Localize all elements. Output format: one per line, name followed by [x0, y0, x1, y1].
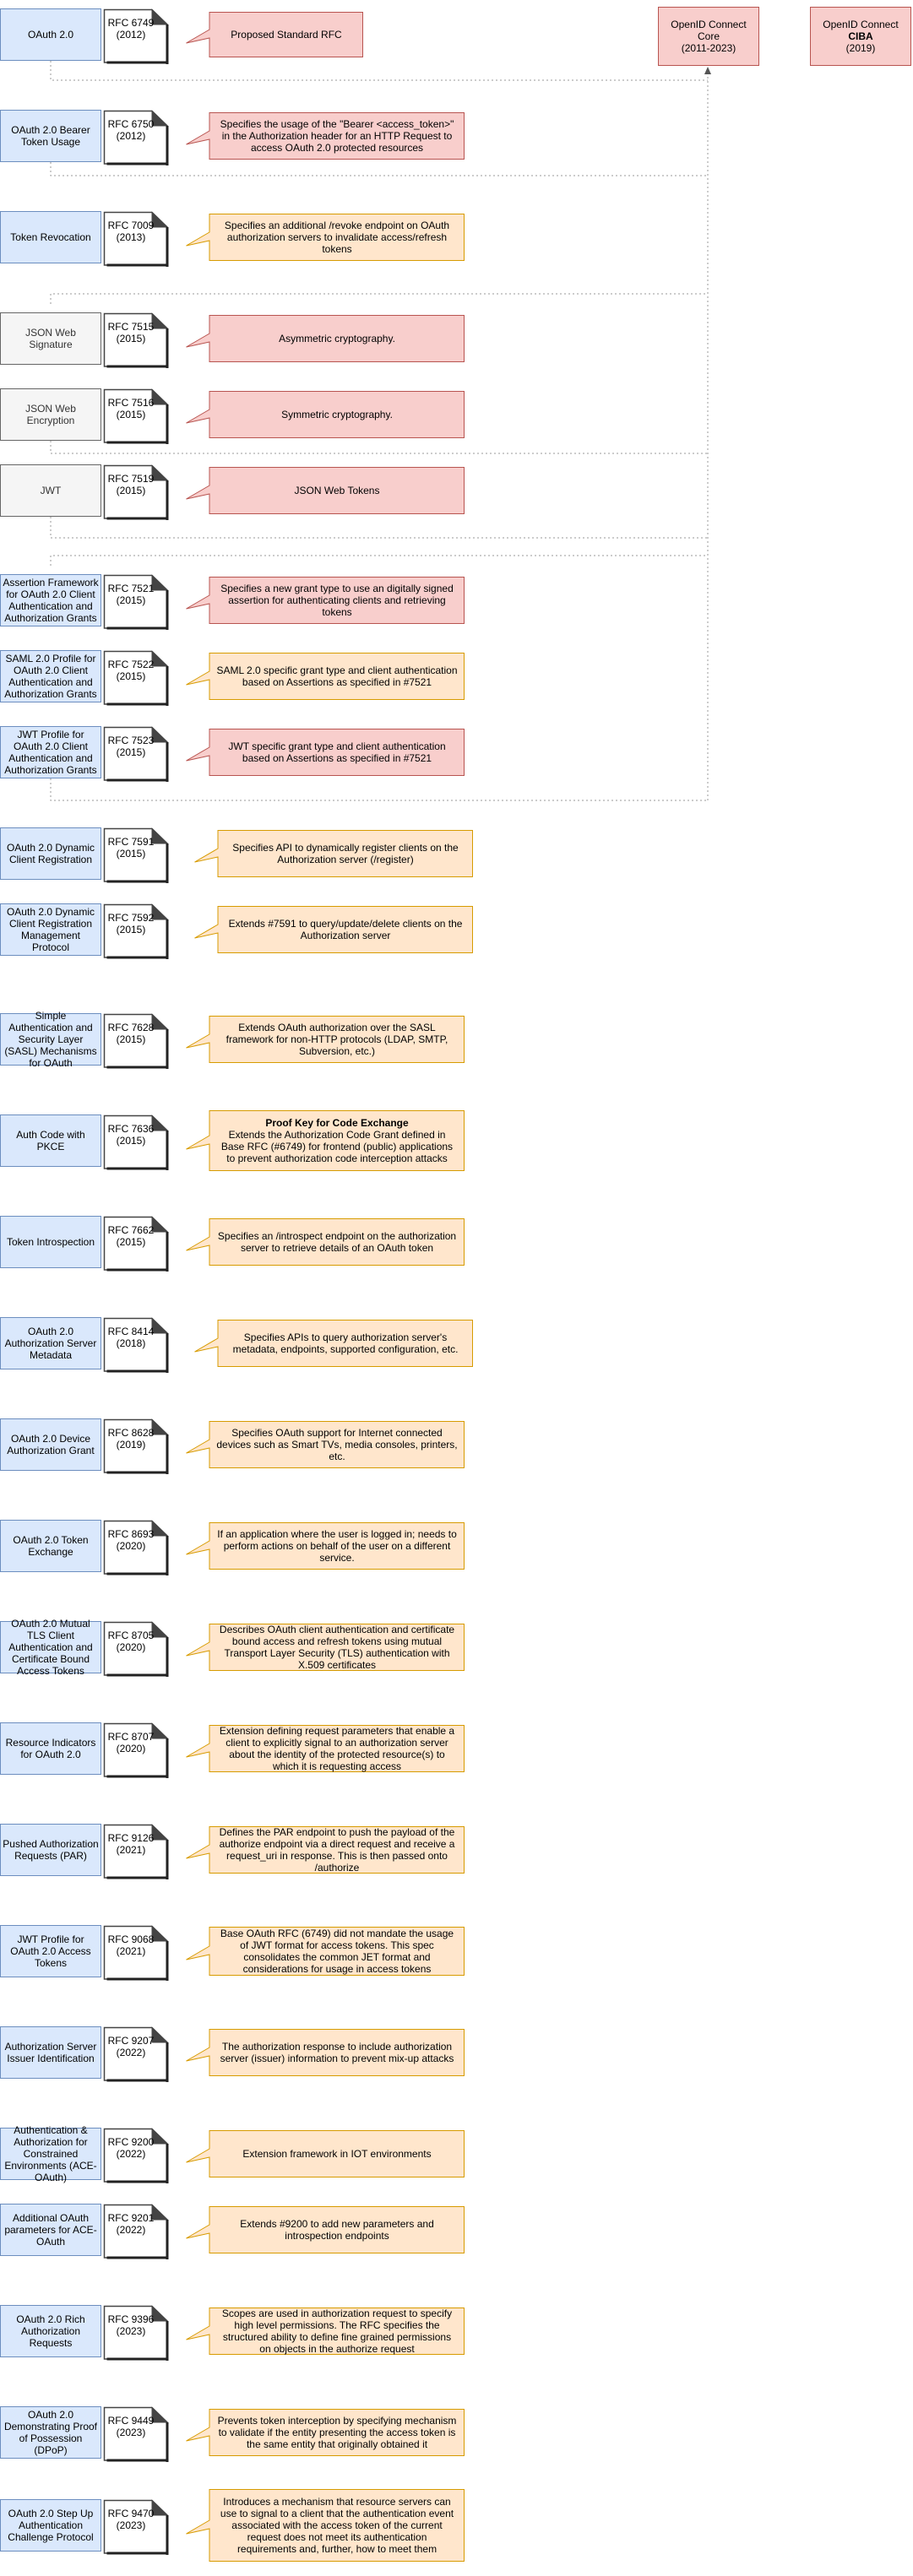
spec-name: OAuth 2.0 Mutual TLS Client Authentication and Certificate Bound Access Tokens [8, 1618, 93, 1677]
description-body: Specifies the usage of the "Bearer <access_token>" in the Authorization header for an HTTP Request to access OAuth 2.0 protected resources [220, 118, 454, 154]
rfc-number-text [106, 2415, 155, 2438]
description-text [209, 2130, 465, 2177]
description-body: Extends the Authorization Code Grant defined in Base RFC (#6749) for frontend (public) applications to prevent authorization code interception attacks [220, 1129, 454, 1164]
spec-name: OAuth 2.0 Device Authorization Grant [7, 1433, 95, 1456]
spec-name: JWT Profile for OAuth 2.0 Client Authentication and Authorization Grants [4, 729, 97, 776]
rfc-document-box [103, 1722, 167, 1775]
description-body: Symmetric cryptography. [281, 409, 393, 420]
description-text [209, 2308, 465, 2355]
description-text [209, 1725, 465, 1772]
spec-name-box [0, 2305, 101, 2357]
rfc-document-box [103, 2499, 167, 2552]
rfc-year: (2022) [116, 2047, 146, 2058]
rfc-year: (2015) [116, 594, 146, 606]
rfc-document-box [103, 574, 167, 626]
description-body: JSON Web Tokens [294, 485, 380, 496]
rfc-number: RFC 9396 [107, 2313, 155, 2325]
description-text [209, 315, 465, 362]
rfc-year: (2021) [116, 1844, 146, 1856]
rfc-number: RFC 6750 [107, 118, 155, 130]
openid-core-line2: Core [697, 30, 720, 42]
description-text [209, 391, 465, 438]
rfc-number-text [106, 2212, 155, 2236]
description-callout [186, 1522, 465, 1570]
rfc-document-box [103, 650, 167, 702]
description-callout [186, 577, 465, 624]
description-text [209, 1927, 465, 1976]
description-text [209, 1016, 465, 1063]
spec-name: Auth Code with PKCE [16, 1129, 85, 1152]
description-callout [186, 1725, 465, 1772]
description-text [209, 214, 465, 261]
spec-name: Simple Authentication and Security Layer (SASL) Mechanisms for OAuth [4, 1010, 97, 1069]
openid-ciba-line2: CIBA [848, 30, 873, 42]
description-body: Specifies an additional /revoke endpoint on OAuth authorization servers to invalidate access/refresh tokens [224, 220, 450, 255]
rfc-document-box [103, 312, 167, 365]
rfc-number: RFC 9201 [107, 2212, 155, 2224]
spec-name-box [0, 388, 101, 441]
rfc-number-text [106, 1933, 155, 1957]
description-text [209, 1624, 465, 1671]
spec-name-box [0, 1925, 101, 1977]
spec-name: OAuth 2.0 Authorization Server Metadata [4, 1326, 97, 1361]
description-callout [194, 906, 473, 953]
rfc-number: RFC 7519 [107, 473, 155, 485]
spec-name-box [0, 1520, 101, 1572]
openid-connect-core-box [658, 7, 759, 66]
description-callout [186, 1826, 465, 1874]
description-body: Specifies API to dynamically register clients on the Authorization server (/register) [232, 842, 459, 865]
rfc-number: RFC 7592 [107, 912, 155, 924]
description-callout [186, 1421, 465, 1468]
spec-name-box [0, 827, 101, 880]
rfc-number-text [106, 1326, 155, 1349]
description-body: Specifies a new grant type to use an digitally signed assertion for authenticating clients and retrieving tokens [220, 583, 454, 618]
rfc-number: RFC 8707 [107, 1731, 155, 1743]
rfc-number: RFC 7662 [107, 1224, 155, 1236]
spec-name-box [0, 1114, 101, 1167]
spec-name-box [0, 8, 101, 61]
rfc-number: RFC 7516 [107, 397, 155, 409]
description-callout [186, 1624, 465, 1671]
rfc-document-box [103, 1114, 167, 1167]
spec-name-box [0, 2499, 101, 2552]
spec-name-box [0, 2124, 101, 2183]
description-body: Specifies APIs to query authorization server's metadata, endpoints, supported configuration, etc. [232, 1331, 459, 1355]
description-callout [186, 2029, 465, 2076]
spec-name: Assertion Framework for OAuth 2.0 Client Authentication and Authorization Grants [3, 577, 99, 624]
rfc-number: RFC 8705 [107, 1630, 155, 1641]
spec-name: JSON Web Signature [25, 327, 76, 350]
connector-rfc7515 [51, 294, 708, 304]
description-text [209, 1218, 465, 1266]
spec-name-box [0, 2204, 101, 2256]
rfc-number-text [106, 118, 155, 142]
description-body: Specifies an /introspect endpoint on the authorization server to retrieve details of an OAuth token [217, 1230, 457, 1254]
rfc-document-box [103, 388, 167, 441]
description-text [209, 577, 465, 624]
rfc-year: (2018) [116, 1337, 146, 1349]
rfc-year: (2023) [116, 2519, 146, 2531]
description-body: Extension defining request parameters that enable a client to explicitly signal to an authorization server about the identity of the protected resource(s) to which it is requesting access [219, 1725, 455, 1772]
rfc-number: RFC 7009 [107, 220, 155, 231]
spec-name: OAuth 2.0 [27, 29, 74, 41]
rfc-number-text [106, 2313, 155, 2337]
rfc-number-text [106, 583, 155, 606]
rfc-document-box [103, 110, 167, 162]
description-text [209, 112, 465, 160]
rfc-number: RFC 7591 [107, 836, 155, 848]
spec-name: Additional OAuth parameters for ACE-OAuth [4, 2212, 97, 2248]
rfc-number-text [106, 2508, 155, 2531]
rfc-number: RFC 7628 [107, 1022, 155, 1033]
rfc-number: RFC 7636 [107, 1123, 155, 1135]
spec-name-box [0, 1216, 101, 1268]
rfc-number: RFC 9068 [107, 1933, 155, 1945]
rfc-number: RFC 8628 [107, 1427, 155, 1439]
rfc-year: (2015) [116, 485, 146, 496]
description-callout [186, 2130, 465, 2177]
rfc-number-text [106, 473, 155, 496]
description-body: Asymmetric cryptography. [279, 333, 395, 344]
rfc-number: RFC 9207 [107, 2035, 155, 2047]
rfc-document-box [103, 1418, 167, 1471]
description-body: Extends #7591 to query/update/delete clients on the Authorization server [228, 918, 463, 941]
spec-name: OAuth 2.0 Bearer Token Usage [11, 124, 90, 148]
rfc-document-box [103, 2128, 167, 2180]
description-callout [194, 1320, 473, 1367]
openid-core-line3: (2011-2023) [681, 42, 736, 54]
spec-name: OAuth 2.0 Demonstrating Proof of Possession (DPoP) [3, 2409, 98, 2456]
description-callout [186, 1110, 465, 1171]
description-body: Scopes are used in authorization request to specify high level permissions. The RFC specifies the structured ability to define fine grained permissions on objects in the authorize request [221, 2308, 453, 2355]
description-callout [186, 315, 465, 362]
rfc-number: RFC 8693 [107, 1528, 155, 1540]
description-callout [186, 2409, 465, 2456]
rfc-number-text [106, 1528, 155, 1552]
rfc-document-box [103, 2204, 167, 2256]
spec-name: OAuth 2.0 Dynamic Client Registration Management Protocol [6, 906, 95, 953]
description-text [209, 1522, 465, 1570]
description-body: Introduces a mechanism that resource servers can use to signal to a client that the authentication event associated with the access token of the current request does not meet its authentication requirements and, further, how to meet them [220, 2496, 454, 2555]
spec-name: JSON Web Encryption [25, 403, 76, 426]
description-text [209, 2409, 465, 2456]
description-body: Prevents token interception by specifying mechanism to validate if the entity presenting the access token is the same entity that originally obtained it [217, 2415, 457, 2450]
description-text [209, 2029, 465, 2076]
description-text [218, 830, 473, 877]
description-body: Extends OAuth authorization over the SASL framework for non-HTTP protocols (LDAP, SMTP, Subversion, etc.) [226, 1022, 448, 1057]
description-text [209, 2489, 465, 2562]
spec-name-box [0, 1010, 101, 1069]
description-body: Defines the PAR endpoint to push the payload of the authorize endpoint via a direct request and receive a request_uri in response. This is then passed onto /authorize [219, 1826, 455, 1874]
rfc-year: (2012) [116, 29, 146, 41]
spec-name-box [0, 1824, 101, 1876]
rfc-document-box [103, 827, 167, 880]
description-callout [186, 729, 465, 776]
rfc-number-text [106, 397, 155, 420]
openid-connect-ciba-box [810, 7, 911, 66]
rfc-number-text [106, 1630, 155, 1653]
spec-name-box [0, 903, 101, 956]
rfc-number-text [106, 321, 155, 344]
rfc-year: (2020) [116, 1641, 146, 1653]
spec-name-box [0, 211, 101, 263]
description-body: Base OAuth RFC (6749) did not mandate the usage of JWT format for access tokens. This spec consolidates the common JET format and considerations for usage in access tokens [220, 1928, 454, 1975]
spec-name-box [0, 650, 101, 702]
spec-name: OAuth 2.0 Dynamic Client Registration [6, 842, 95, 865]
rfc-number: RFC 9126 [107, 1832, 155, 1844]
description-body: Describes OAuth client authentication and certificate bound access and refresh tokens using mutual Transport Layer Security (TLS) authentication with X.509 certificates [219, 1624, 455, 1671]
description-callout [186, 653, 465, 700]
description-body: JWT specific grant type and client authentication based on Assertions as specified in #7521 [228, 740, 446, 764]
spec-name: Authorization Server Issuer Identification [4, 2041, 97, 2064]
description-heading: Proof Key for Code Exchange [265, 1117, 409, 1129]
rfc-number: RFC 7521 [107, 583, 155, 594]
spec-name-box [0, 312, 101, 365]
rfc-number-text [106, 1224, 155, 1248]
rfc-document-box [103, 2026, 167, 2079]
spec-name-box [0, 1418, 101, 1471]
rfc-year: (2015) [116, 670, 146, 682]
description-body: The authorization response to include authorization server (issuer) information to prevent mix-up attacks [220, 2041, 454, 2064]
rfc-number: RFC 9449 [107, 2415, 155, 2427]
openid-ciba-line1: OpenID Connect [823, 19, 899, 30]
spec-name: Token Introspection [6, 1236, 95, 1248]
description-callout [186, 214, 465, 261]
rfc-document-box [103, 1520, 167, 1572]
spec-name-box [0, 2406, 101, 2459]
spec-name-box [0, 1722, 101, 1775]
spec-name: SAML 2.0 Profile for OAuth 2.0 Client Authentication and Authorization Grants [4, 653, 97, 700]
rfc-number: RFC 7522 [107, 659, 155, 670]
description-callout [186, 12, 363, 57]
description-callout [186, 1927, 465, 1976]
spec-name-box [0, 110, 101, 162]
rfc-document-box [103, 1621, 167, 1673]
spec-name: JWT Profile for OAuth 2.0 Access Tokens [10, 1933, 91, 1969]
rfc-number-text [106, 2136, 155, 2160]
rfc-number: RFC 7515 [107, 321, 155, 333]
rfc-number: RFC 9200 [107, 2136, 155, 2148]
connector-rfc7521 [51, 556, 708, 566]
openid-core-line1: OpenID Connect [671, 19, 747, 30]
rfc-number-text [106, 2035, 155, 2058]
description-text [209, 12, 363, 57]
arrowhead-icon [704, 67, 711, 74]
description-text [209, 729, 465, 776]
description-text [209, 1421, 465, 1468]
description-callout [186, 1016, 465, 1063]
description-body: Extends #9200 to add new parameters and introspection endpoints [240, 2218, 434, 2242]
description-callout [186, 112, 465, 160]
rfc-number-text [106, 836, 155, 860]
rfc-number-text [106, 912, 155, 935]
spec-name: OAuth 2.0 Step Up Authentication Challenge Protocol [8, 2508, 94, 2543]
rfc-year: (2015) [116, 409, 146, 420]
rfc-document-box [103, 903, 167, 956]
description-text [218, 1320, 473, 1367]
description-body: Specifies OAuth support for Internet connected devices such as Smart TVs, media consoles, printers, etc. [216, 1427, 458, 1462]
openid-ciba-line3: (2019) [845, 42, 876, 54]
rfc-number-text [106, 17, 155, 41]
spec-name-box [0, 2026, 101, 2079]
spec-name: Pushed Authorization Requests (PAR) [3, 1838, 99, 1862]
rfc-year: (2015) [116, 333, 146, 344]
description-body: SAML 2.0 specific grant type and client authentication based on Assertions as specified in #7521 [216, 664, 458, 688]
rfc-document-box [103, 1216, 167, 1268]
rfc-document-box [103, 726, 167, 778]
spec-name-box [0, 574, 101, 626]
rfc-year: (2022) [116, 2148, 146, 2160]
description-text [209, 1826, 465, 1874]
rfc-number-text [106, 659, 155, 682]
description-body: If an application where the user is logged in; needs to perform actions on behalf of the user on a different service. [217, 1528, 457, 1564]
rfc-document-box [103, 1317, 167, 1369]
description-body: Proposed Standard RFC [231, 29, 342, 41]
description-text [209, 1110, 465, 1171]
spec-name-box [0, 726, 101, 778]
rfc-number: RFC 6749 [107, 17, 155, 29]
description-callout [194, 830, 473, 877]
spec-name: Token Revocation [10, 231, 91, 243]
rfc-document-box [103, 1013, 167, 1066]
rfc-year: (2015) [116, 848, 146, 860]
rfc-document-box [103, 1824, 167, 1876]
description-callout [186, 2206, 465, 2253]
rfc-number-text [106, 1427, 155, 1451]
rfc-number-text [106, 1832, 155, 1856]
rfc-document-box [103, 1925, 167, 1977]
rfc-number-text [106, 1731, 155, 1754]
spec-name-box [0, 464, 101, 517]
description-text [209, 2206, 465, 2253]
spec-name: Authentication & Authorization for Constrained Environments (ACE-OAuth) [4, 2124, 97, 2183]
description-callout [186, 1218, 465, 1266]
rfc-year: (2020) [116, 1743, 146, 1754]
rfc-year: (2012) [116, 130, 146, 142]
spec-name: OAuth 2.0 Rich Authorization Requests [16, 2313, 85, 2349]
rfc-number: RFC 7523 [107, 735, 155, 746]
rfc-year: (2023) [116, 2427, 146, 2438]
rfc-year: (2013) [116, 231, 146, 243]
rfc-year: (2021) [116, 1945, 146, 1957]
rfc-document-box [103, 464, 167, 517]
rfc-year: (2022) [116, 2224, 146, 2236]
rfc-year: (2023) [116, 2325, 146, 2337]
rfc-number-text [106, 220, 155, 243]
rfc-year: (2020) [116, 1540, 146, 1552]
rfc-document-box [103, 2305, 167, 2357]
rfc-document-box [103, 2406, 167, 2459]
description-body: Extension framework in IOT environments [242, 2148, 432, 2160]
rfc-document-box [103, 8, 167, 61]
description-text [218, 906, 473, 953]
rfc-year: (2015) [116, 1236, 146, 1248]
rfc-document-box [103, 211, 167, 263]
description-text [209, 467, 465, 514]
spec-name-box [0, 1618, 101, 1677]
rfc-number-text [106, 735, 155, 758]
rfc-number-text [106, 1022, 155, 1045]
description-callout [186, 391, 465, 438]
rfc-number: RFC 9470 [107, 2508, 155, 2519]
spec-name: OAuth 2.0 Token Exchange [13, 1534, 89, 1558]
spec-name: Resource Indicators for OAuth 2.0 [5, 1737, 96, 1760]
description-text [209, 653, 465, 700]
description-callout [186, 467, 465, 514]
rfc-year: (2019) [116, 1439, 146, 1451]
rfc-number: RFC 8414 [107, 1326, 155, 1337]
rfc-year: (2015) [116, 1135, 146, 1147]
rfc-year: (2015) [116, 1033, 146, 1045]
description-callout [186, 2489, 465, 2562]
description-callout [186, 2308, 465, 2355]
spec-name-box [0, 1317, 101, 1369]
rfc-year: (2015) [116, 924, 146, 935]
rfc-year: (2015) [116, 746, 146, 758]
rfc-number-text [106, 1123, 155, 1147]
spec-name: JWT [40, 485, 62, 496]
